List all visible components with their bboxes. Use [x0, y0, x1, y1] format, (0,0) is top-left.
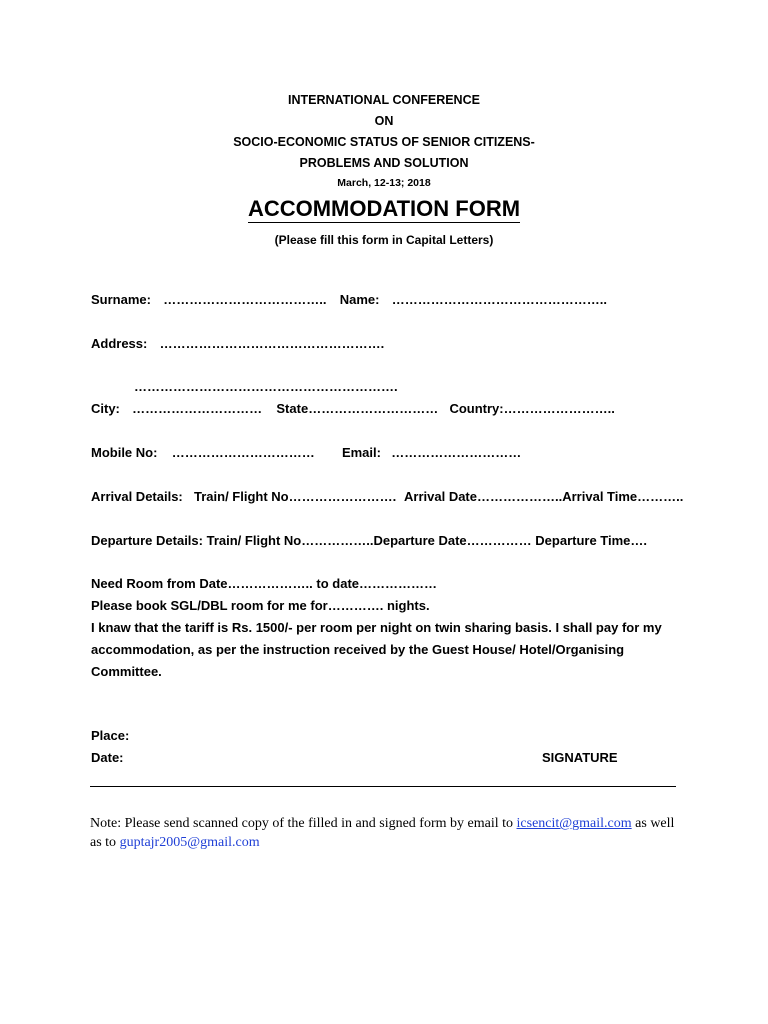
- tariff-line-1: I knaw that the tariff is Rs. 1500/- per room per night on twin sharing basis. I shall pay for my: [91, 620, 662, 635]
- departure-time-field[interactable]: ….: [630, 533, 648, 548]
- conference-theme-line2: PROBLEMS AND SOLUTION: [299, 156, 469, 170]
- note-paragraph: [90, 814, 690, 852]
- city-state-country-row: [91, 401, 615, 417]
- divider-rule: [90, 786, 676, 787]
- book-label: Please book SGL/DBL room for me for: [91, 598, 328, 613]
- mobile-field[interactable]: ……………………………: [171, 445, 315, 460]
- conference-on: ON: [374, 114, 394, 128]
- arrival-row: [91, 489, 683, 505]
- date-label: Date:: [91, 750, 124, 765]
- departure-row: [91, 533, 647, 549]
- form-instruction: (Please fill this form in Capital Letters): [274, 233, 494, 247]
- conference-dates: March, 12-13; 2018: [337, 177, 431, 189]
- arrival-train-label: Train/ Flight No: [194, 489, 289, 504]
- need-room-row: [91, 576, 437, 592]
- mobile-email-row: [91, 445, 521, 461]
- arrival-date-field[interactable]: ………………..: [477, 489, 563, 504]
- nights-label: nights.: [386, 598, 430, 613]
- name-field[interactable]: …………………………………………..: [391, 292, 607, 307]
- city-field[interactable]: …………………………: [132, 401, 263, 416]
- form-title-text: ACCOMMODATION FORM: [247, 196, 521, 221]
- tariff-line-2: accommodation, as per the instruction received by the Guest House/ Hotel/Organising: [91, 642, 625, 657]
- address-label: Address:: [91, 336, 148, 351]
- place-label: Place:: [91, 728, 130, 743]
- to-date-label: to date: [316, 576, 360, 591]
- note-text-2: as well: [635, 816, 675, 831]
- conference-title: INTERNATIONAL CONFERENCE: [288, 93, 480, 107]
- surname-label: Surname:: [91, 292, 151, 307]
- departure-train-label: Train/ Flight No: [206, 533, 302, 548]
- arrival-label: Arrival Details:: [91, 489, 183, 504]
- arrival-date-label: Arrival Date: [404, 489, 477, 504]
- email-link-icsencit[interactable]: icsencit@gmail.com: [516, 816, 632, 831]
- note-text-1: Note: Please send scanned copy of the filled in and signed form by email to: [90, 816, 514, 831]
- city-label: City:: [91, 401, 120, 416]
- arrival-time-label: Arrival Time: [562, 489, 638, 504]
- email-link-guptajr[interactable]: guptajr2005@gmail.com: [119, 835, 260, 850]
- conference-theme-line1: SOCIO-ECONOMIC STATUS OF SENIOR CITIZENS-: [233, 135, 535, 149]
- arrival-train-field[interactable]: …………………….: [288, 489, 397, 504]
- note-text-3: as to: [90, 835, 117, 850]
- need-room-label: Need Room from Date: [91, 576, 228, 591]
- departure-label: Departure Details:: [91, 533, 203, 548]
- address-row: [91, 336, 384, 352]
- tariff-line-3: Committee.: [91, 664, 162, 679]
- surname-field[interactable]: ………………………………..: [163, 292, 327, 307]
- address-line2-row: [134, 379, 398, 395]
- book-nights-row: [91, 598, 430, 614]
- nights-field[interactable]: ………….: [327, 598, 384, 613]
- departure-date-field[interactable]: ……………: [466, 533, 532, 548]
- to-date-field[interactable]: ………………: [359, 576, 438, 591]
- departure-date-label: Departure Date: [373, 533, 467, 548]
- departure-train-field[interactable]: ……………..: [301, 533, 374, 548]
- departure-time-label: Departure Time: [535, 533, 631, 548]
- email-field[interactable]: …………………………: [391, 445, 522, 460]
- mobile-label: Mobile No:: [91, 445, 158, 460]
- country-label: Country:: [449, 401, 504, 416]
- signature-label: SIGNATURE: [542, 750, 618, 765]
- address-field[interactable]: …………………………………………….: [159, 336, 385, 351]
- country-field[interactable]: ……………………..: [503, 401, 615, 416]
- form-title: [0, 196, 768, 222]
- state-field[interactable]: …………………………: [308, 401, 439, 416]
- name-label: Name:: [339, 292, 380, 307]
- arrival-time-field[interactable]: ………..: [637, 489, 684, 504]
- address-line2-field[interactable]: …………………………………………………….: [134, 379, 398, 394]
- surname-name-row: [91, 292, 607, 308]
- email-label: Email:: [341, 445, 381, 460]
- state-label: State: [276, 401, 309, 416]
- need-room-field[interactable]: ………………..: [227, 576, 313, 591]
